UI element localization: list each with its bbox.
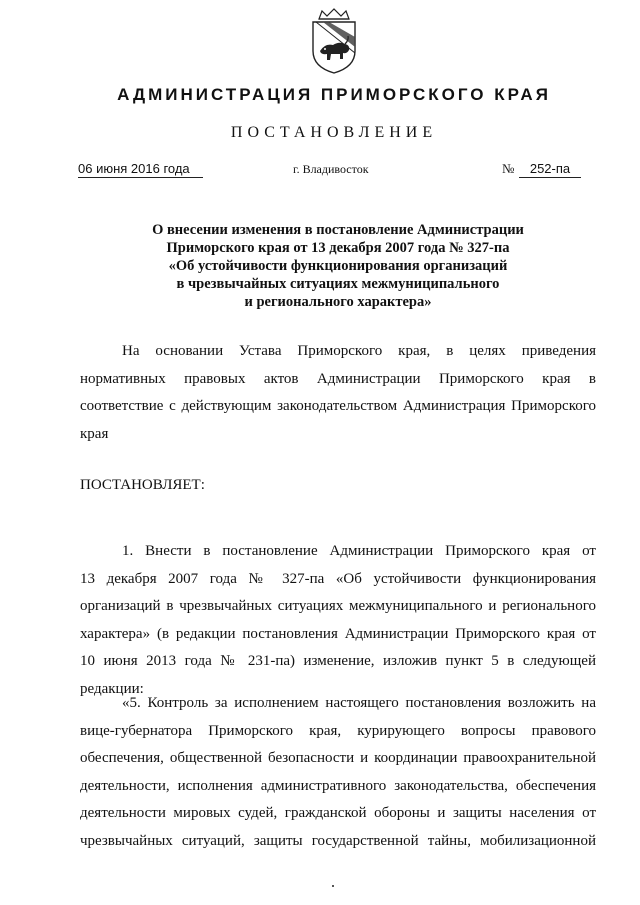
paragraph-line: организаций в чрезвычайных ситуациях межмуниципального и регионального bbox=[80, 598, 596, 614]
intro-line: края bbox=[80, 425, 109, 442]
coat-of-arms-emblem bbox=[305, 7, 363, 75]
number-sign: № bbox=[502, 161, 515, 176]
document-date: 06 июня 2016 года bbox=[78, 161, 203, 178]
paragraph-line: «5. Контроль за исполнением настоящего постановления возложить на bbox=[122, 695, 596, 711]
intro-line: нормативных правовых актов Администрации Приморского края в bbox=[80, 370, 596, 387]
intro-line: соответствие с действующим законодательством Администрация Приморского bbox=[80, 398, 596, 414]
intro-paragraph bbox=[80, 338, 596, 448]
heading-line: «Об устойчивости функционирования организаций bbox=[168, 258, 508, 274]
paragraph-5 bbox=[80, 690, 596, 855]
paragraph-1 bbox=[80, 538, 596, 703]
paragraph-line: характера» (в редакции постановления Администрации Приморского края от bbox=[80, 625, 596, 642]
heading-line: и регионального характера» bbox=[244, 294, 432, 310]
document-number: 252-па bbox=[519, 161, 581, 178]
paragraph-line: 10 июня 2013 года № 231-па) изменение, изложив пункт 5 в следующей bbox=[80, 653, 596, 669]
intro-line: На основании Устава Приморского края, в целях приведения bbox=[122, 343, 596, 359]
paragraph-line: вице-губернатора Приморского края, курирующего вопросы правового bbox=[80, 722, 596, 739]
paragraph-line: 13 декабря 2007 года № 327-па «Об устойчивости функционирования bbox=[80, 570, 596, 587]
paragraph-line: деятельности, исполнения административного законодательства, обеспечения bbox=[80, 777, 596, 794]
paragraph-line: чрезвычайных ситуаций, защиты государственной тайны, мобилизационной bbox=[80, 832, 596, 849]
document-city: г. Владивосток bbox=[293, 162, 369, 176]
organization-title: АДМИНИСТРАЦИЯ ПРИМОРСКОГО КРАЯ bbox=[117, 85, 551, 104]
paragraph-line: обеспечения, общественной безопасности и координации правоохранительной bbox=[80, 750, 596, 766]
document-heading bbox=[80, 221, 596, 311]
document-type: ПОСТАНОВЛЕНИЕ bbox=[230, 124, 438, 141]
paragraph-line: деятельности мировых судей, гражданской обороны и защиты населения от bbox=[80, 805, 596, 821]
scan-dot bbox=[332, 885, 334, 887]
paragraph-line: редакции: bbox=[80, 680, 144, 697]
heading-line: О внесении изменения в постановление Администрации bbox=[152, 222, 524, 238]
paragraph-line: 1. Внести в постановление Администрации Приморского края от bbox=[122, 543, 596, 559]
heading-line: Приморского края от 13 декабря 2007 года № 327-па bbox=[166, 240, 510, 256]
resolves-heading: ПОСТАНОВЛЯЕТ: bbox=[80, 477, 205, 493]
heading-line: в чрезвычайных ситуациях межмуниципального bbox=[176, 276, 500, 292]
